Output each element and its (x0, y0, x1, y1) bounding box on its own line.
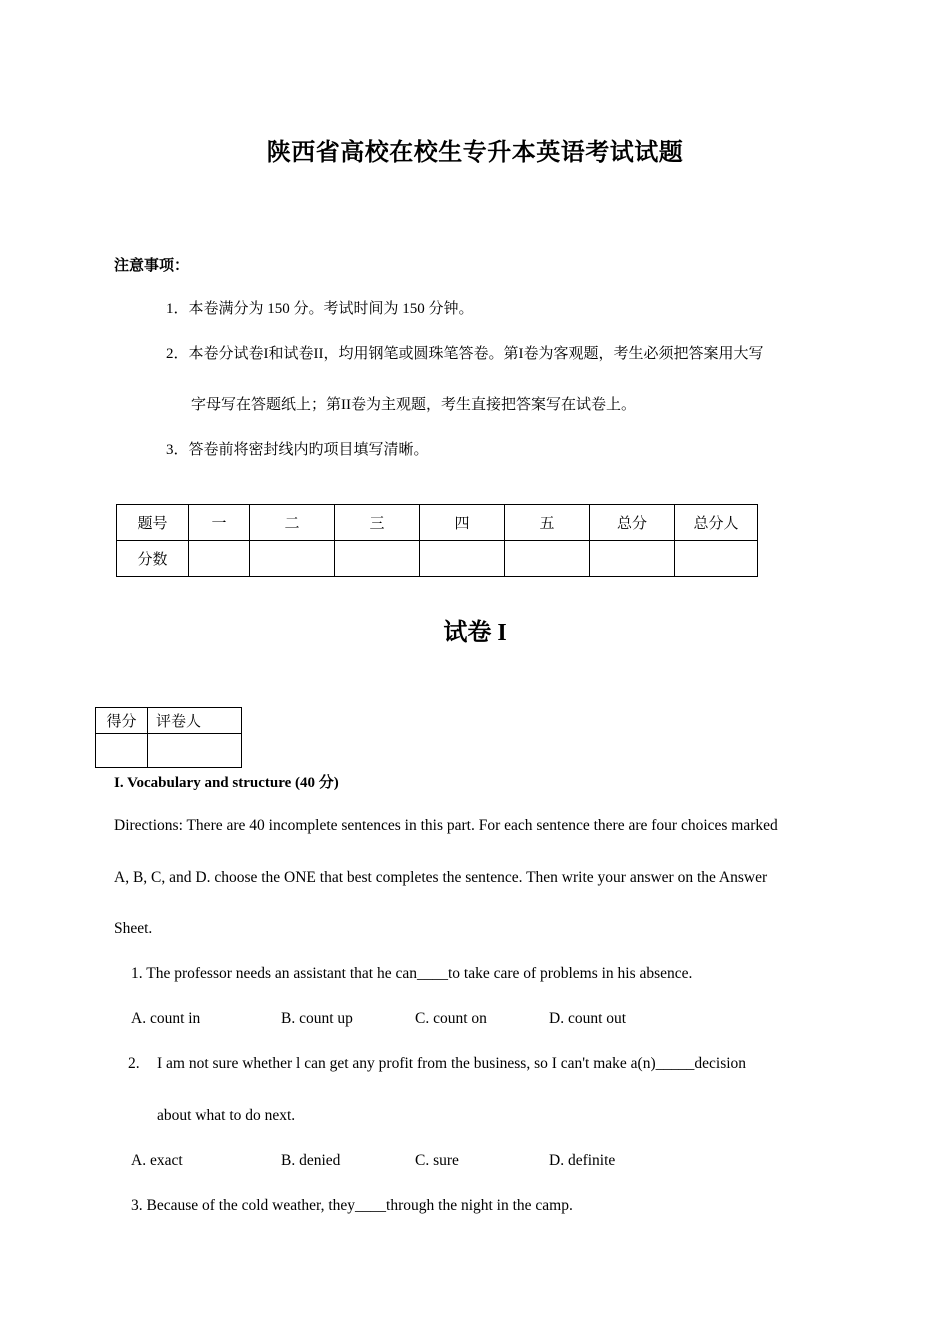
score-input-cell[interactable] (335, 541, 420, 577)
score-input-cell[interactable] (250, 541, 335, 577)
notice-item-text: 本卷分试卷I和试卷II，均用钢笔或圆珠笔答卷。第I卷为客观题，考生必须把答案用大写 (188, 346, 764, 362)
score-header-cell: 一 (189, 505, 250, 541)
grader-table-value-row (96, 734, 242, 768)
score-table-value-row (117, 541, 758, 577)
notice-heading: 注意事项： (114, 258, 190, 274)
question-text: The professor needs an assistant that he can____to take care of problems in his absence. (146, 965, 693, 982)
grader-table-header-row (96, 708, 242, 734)
score-header-cell: 题号 (117, 505, 189, 541)
score-input-cell[interactable] (420, 541, 505, 577)
question-2-text-continued: about what to do next. (157, 1107, 296, 1124)
score-header-cell: 五 (505, 505, 590, 541)
score-header-cell: 四 (420, 505, 505, 541)
grader-header-cell: 得分 (96, 708, 148, 734)
option-b: B. denied (281, 1152, 341, 1169)
score-table (116, 504, 758, 577)
question-number: 1. (131, 965, 143, 982)
notice-item-number: 3． (166, 442, 189, 458)
grader-table (95, 707, 242, 768)
option-a: A. exact (131, 1152, 183, 1169)
question-2-number: 2. (128, 1055, 140, 1072)
score-header-cell: 总分 (590, 505, 675, 541)
part-title: 试卷 I (443, 620, 507, 646)
notice-item-number: 1． (166, 301, 189, 317)
notice-item-2-continued: 字母写在答题纸上；第II卷为主观题，考生直接把答案写在试卷上。 (191, 397, 636, 413)
question-1 (131, 965, 692, 983)
option-c: C. sure (415, 1152, 459, 1169)
directions-line: A, B, C, and D. choose the ONE that best completes the sentence. Then write your answer on the Answer (114, 869, 768, 886)
question-text: Because of the cold weather, they____through the night in the camp. (146, 1197, 573, 1214)
question-3 (131, 1197, 573, 1215)
score-input-cell[interactable] (189, 541, 250, 577)
grader-score-cell[interactable] (96, 734, 148, 768)
page-title: 陕西省高校在校生专升本英语考试试题 (266, 140, 684, 166)
option-a: A. count in (131, 1010, 201, 1027)
score-header-cell: 总分人 (675, 505, 758, 541)
option-b: B. count up (281, 1010, 353, 1027)
score-input-cell[interactable] (590, 541, 675, 577)
notice-item-2 (166, 342, 764, 363)
score-input-cell[interactable] (675, 541, 758, 577)
question-number: 3. (131, 1197, 143, 1214)
option-d: D. definite (549, 1152, 616, 1169)
notice-item-3 (166, 438, 429, 459)
grader-header-cell: 评卷人 (148, 708, 242, 734)
score-header-cell: 三 (335, 505, 420, 541)
notice-item-1 (166, 297, 474, 318)
score-header-cell: 二 (250, 505, 335, 541)
option-c: C. count on (415, 1010, 487, 1027)
score-row-label: 分数 (117, 541, 189, 577)
score-table-header-row (117, 505, 758, 541)
score-input-cell[interactable] (505, 541, 590, 577)
notice-item-text: 答卷前将密封线内旳项目填写清晰。 (188, 442, 429, 458)
section-title: I. Vocabulary and structure (40 分) (114, 775, 339, 791)
directions-line: Sheet. (114, 920, 153, 937)
question-2-text: I am not sure whether l can get any profit from the business, so I can't make a(n)_____decision (157, 1055, 747, 1072)
option-d: D. count out (549, 1010, 627, 1027)
grader-name-cell[interactable] (148, 734, 242, 768)
notice-item-number: 2． (166, 346, 189, 362)
directions-line: Directions: There are 40 incomplete sentences in this part. For each sentence there are four choices marked (114, 817, 778, 834)
notice-item-text: 本卷满分为 150 分。考试时间为 150 分钟。 (188, 301, 474, 317)
